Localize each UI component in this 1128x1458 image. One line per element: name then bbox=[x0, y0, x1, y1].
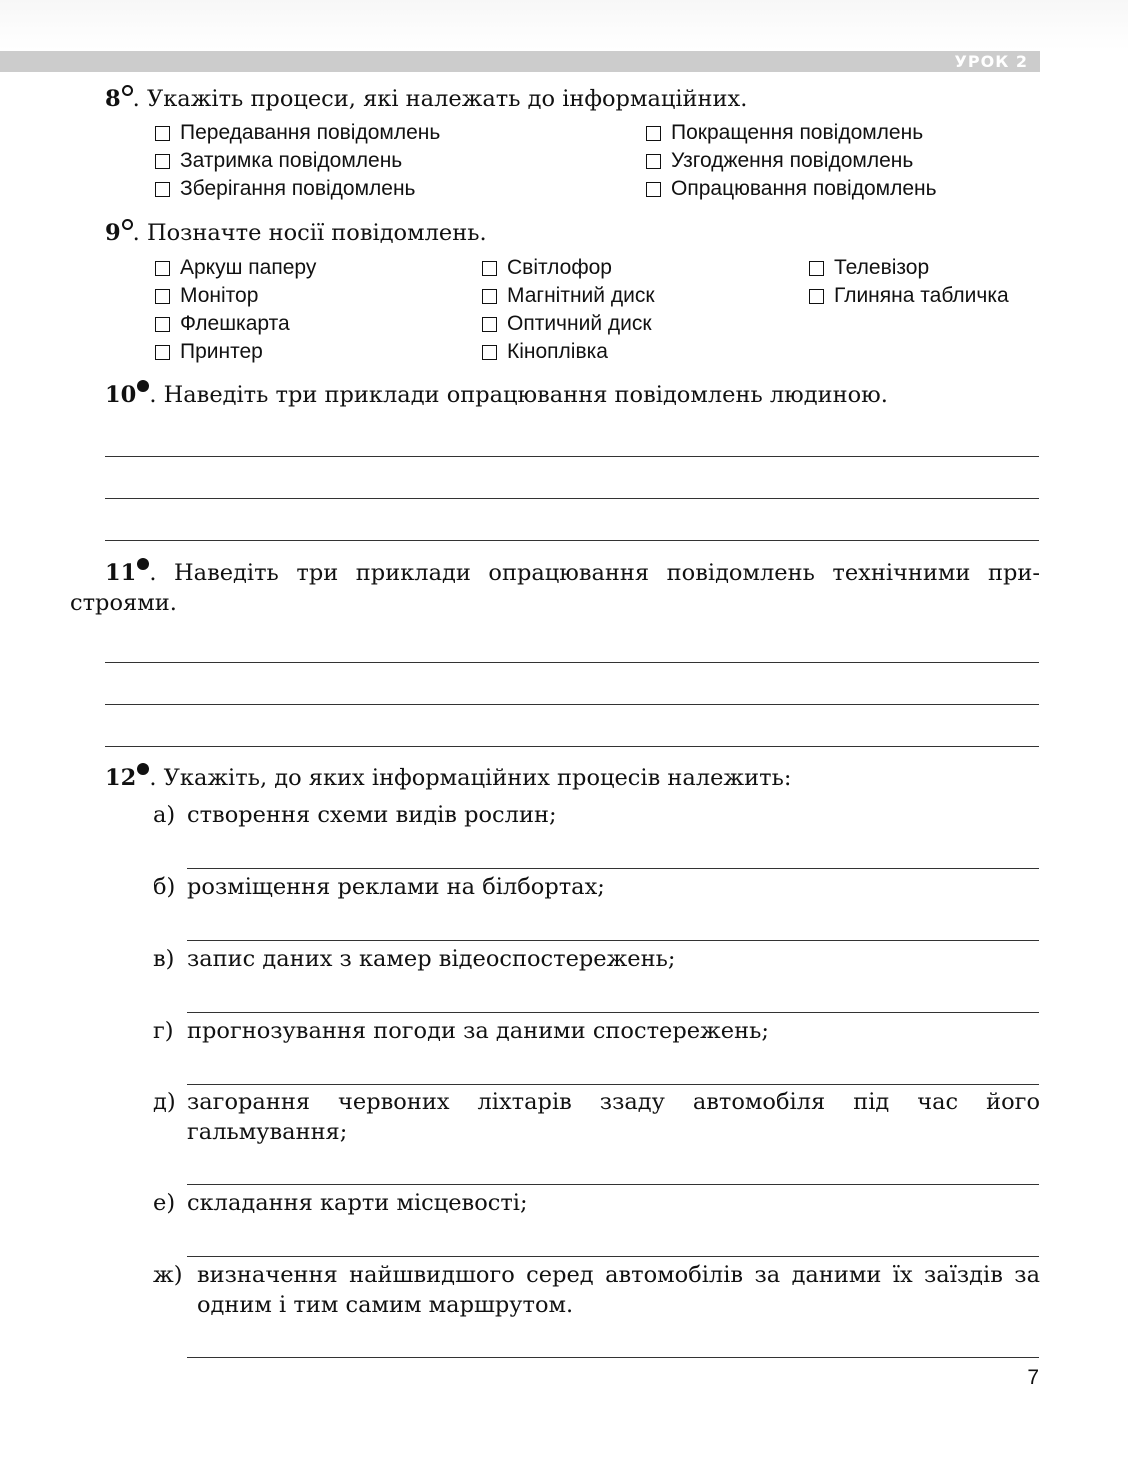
answer-line[interactable] bbox=[105, 662, 1039, 663]
checkbox[interactable] bbox=[155, 289, 170, 304]
checkbox-option[interactable] bbox=[155, 282, 258, 310]
subitem-text: складання карти місцевості; bbox=[187, 1190, 528, 1216]
subitem-a bbox=[153, 800, 1040, 830]
subitem-text: створення схеми видів рослин; bbox=[187, 802, 557, 828]
checkbox-option[interactable] bbox=[155, 119, 440, 147]
option-label: Покращення повідомлень bbox=[671, 121, 924, 144]
basic-level-marker-icon bbox=[122, 219, 133, 230]
question-text: . Укажіть, до яких інформаційних процесів належить: bbox=[149, 765, 792, 791]
subitem-letter: в) bbox=[153, 946, 175, 972]
checkbox[interactable] bbox=[646, 182, 661, 197]
checkbox[interactable] bbox=[155, 154, 170, 169]
intermediate-level-marker-icon bbox=[137, 763, 149, 775]
checkbox-option[interactable] bbox=[809, 282, 1009, 310]
subitem-letter: а) bbox=[153, 802, 176, 828]
option-label: Кіноплівка bbox=[507, 340, 608, 363]
option-label: Узгодження повідомлень bbox=[671, 149, 914, 172]
intermediate-level-marker-icon bbox=[137, 558, 149, 570]
question-8 bbox=[105, 84, 1040, 114]
question-text: . Наведіть три приклади опрацювання повідомлень технічними при- bbox=[149, 560, 1040, 586]
subitem-v bbox=[153, 944, 1040, 974]
option-label: Оптичний диск bbox=[507, 312, 652, 335]
option-label: Світлофор bbox=[507, 256, 612, 279]
checkbox[interactable] bbox=[155, 317, 170, 332]
checkbox-option[interactable] bbox=[155, 338, 263, 366]
checkbox[interactable] bbox=[482, 317, 497, 332]
question-text-continuation: строями. bbox=[70, 590, 177, 616]
option-label: Телевізор bbox=[834, 256, 930, 279]
question-text: . Наведіть три приклади опрацювання повідомлень людиною. bbox=[149, 382, 888, 408]
subitem-h bbox=[153, 1016, 1040, 1046]
subitem-text: запис даних з камер відеоспостережень; bbox=[187, 946, 676, 972]
checkbox[interactable] bbox=[482, 261, 497, 276]
option-label: Флешкарта bbox=[180, 312, 290, 335]
option-label: Аркуш паперу bbox=[180, 256, 317, 279]
option-label: Опрацювання повідомлень bbox=[671, 177, 937, 200]
subitem-letter: г) bbox=[153, 1018, 174, 1044]
answer-line[interactable] bbox=[187, 1184, 1039, 1185]
subitem-d bbox=[153, 1087, 1040, 1147]
question-12 bbox=[105, 763, 1040, 793]
checkbox-option[interactable] bbox=[646, 119, 923, 147]
question-9 bbox=[105, 218, 1040, 248]
subitem-letter: б) bbox=[153, 874, 176, 900]
page-top-shade bbox=[0, 0, 1128, 50]
checkbox[interactable] bbox=[155, 182, 170, 197]
question-number: 8 bbox=[105, 86, 121, 112]
subitem-zh bbox=[153, 1260, 1040, 1320]
answer-line[interactable] bbox=[187, 868, 1039, 869]
subitem-text: розміщення реклами на білбортах; bbox=[187, 874, 605, 900]
checkbox[interactable] bbox=[155, 345, 170, 360]
question-number: 12 bbox=[105, 765, 137, 791]
option-label: Глиняна табличка bbox=[834, 284, 1009, 307]
question-11-continuation bbox=[70, 588, 1040, 618]
subitem-e bbox=[153, 1188, 1040, 1218]
checkbox-option[interactable] bbox=[482, 254, 612, 282]
checkbox[interactable] bbox=[482, 289, 497, 304]
page-number: 7 bbox=[1027, 1366, 1039, 1389]
question-text: . Укажіть процеси, які належать до інформаційних. bbox=[132, 86, 748, 112]
checkbox[interactable] bbox=[646, 126, 661, 141]
answer-line[interactable] bbox=[105, 540, 1039, 541]
question-number: 11 bbox=[105, 560, 137, 586]
option-label: Магнітний диск bbox=[507, 284, 655, 307]
option-label: Монітор bbox=[180, 284, 259, 307]
basic-level-marker-icon bbox=[122, 85, 133, 96]
question-number: 10 bbox=[105, 382, 137, 408]
checkbox[interactable] bbox=[482, 345, 497, 360]
subitem-b bbox=[153, 872, 1040, 902]
option-label: Передавання повідомлень bbox=[180, 121, 441, 144]
checkbox-option[interactable] bbox=[155, 254, 316, 282]
answer-line[interactable] bbox=[187, 1084, 1039, 1085]
lesson-header-bar bbox=[0, 51, 1040, 72]
answer-line[interactable] bbox=[105, 456, 1039, 457]
question-11 bbox=[105, 558, 1040, 588]
checkbox-option[interactable] bbox=[646, 147, 913, 175]
answer-line[interactable] bbox=[105, 746, 1039, 747]
option-label: Зберігання повідомлень bbox=[180, 177, 416, 200]
checkbox[interactable] bbox=[155, 126, 170, 141]
checkbox-option[interactable] bbox=[155, 147, 402, 175]
checkbox[interactable] bbox=[646, 154, 661, 169]
answer-line[interactable] bbox=[187, 1357, 1039, 1358]
answer-line[interactable] bbox=[187, 940, 1039, 941]
checkbox[interactable] bbox=[809, 261, 824, 276]
question-text: . Позначте носії повідомлень. bbox=[132, 220, 487, 246]
checkbox-option[interactable] bbox=[155, 310, 290, 338]
checkbox-option[interactable] bbox=[482, 338, 608, 366]
subitem-letter: е) bbox=[153, 1190, 176, 1216]
subitem-text: визначення найшвидшого серед автомобілів за даними їх заїздів за одним і тим самим маршрутом. bbox=[197, 1262, 1040, 1318]
answer-line[interactable] bbox=[187, 1256, 1039, 1257]
option-label: Затримка повідомлень bbox=[180, 149, 403, 172]
checkbox-option[interactable] bbox=[482, 282, 655, 310]
question-number: 9 bbox=[105, 220, 121, 246]
checkbox-option[interactable] bbox=[155, 175, 416, 203]
intermediate-level-marker-icon bbox=[137, 380, 149, 392]
checkbox-option[interactable] bbox=[809, 254, 929, 282]
option-label: Принтер bbox=[180, 340, 263, 363]
subitem-letter: ж) bbox=[153, 1262, 183, 1288]
subitem-text: прогнозування погоди за даними спостережень; bbox=[187, 1018, 769, 1044]
lesson-label: УРОК 2 bbox=[954, 52, 1028, 71]
checkbox-option[interactable] bbox=[646, 175, 937, 203]
answer-line[interactable] bbox=[187, 1012, 1039, 1013]
answer-line[interactable] bbox=[105, 498, 1039, 499]
checkbox-option[interactable] bbox=[482, 310, 652, 338]
question-10 bbox=[105, 380, 1040, 410]
answer-line[interactable] bbox=[105, 704, 1039, 705]
subitem-text: загорання червоних ліхтарів ззаду автомобіля під час його гальмування; bbox=[187, 1089, 1040, 1145]
checkbox[interactable] bbox=[155, 261, 170, 276]
checkbox[interactable] bbox=[809, 289, 824, 304]
subitem-letter: д) bbox=[153, 1089, 176, 1115]
